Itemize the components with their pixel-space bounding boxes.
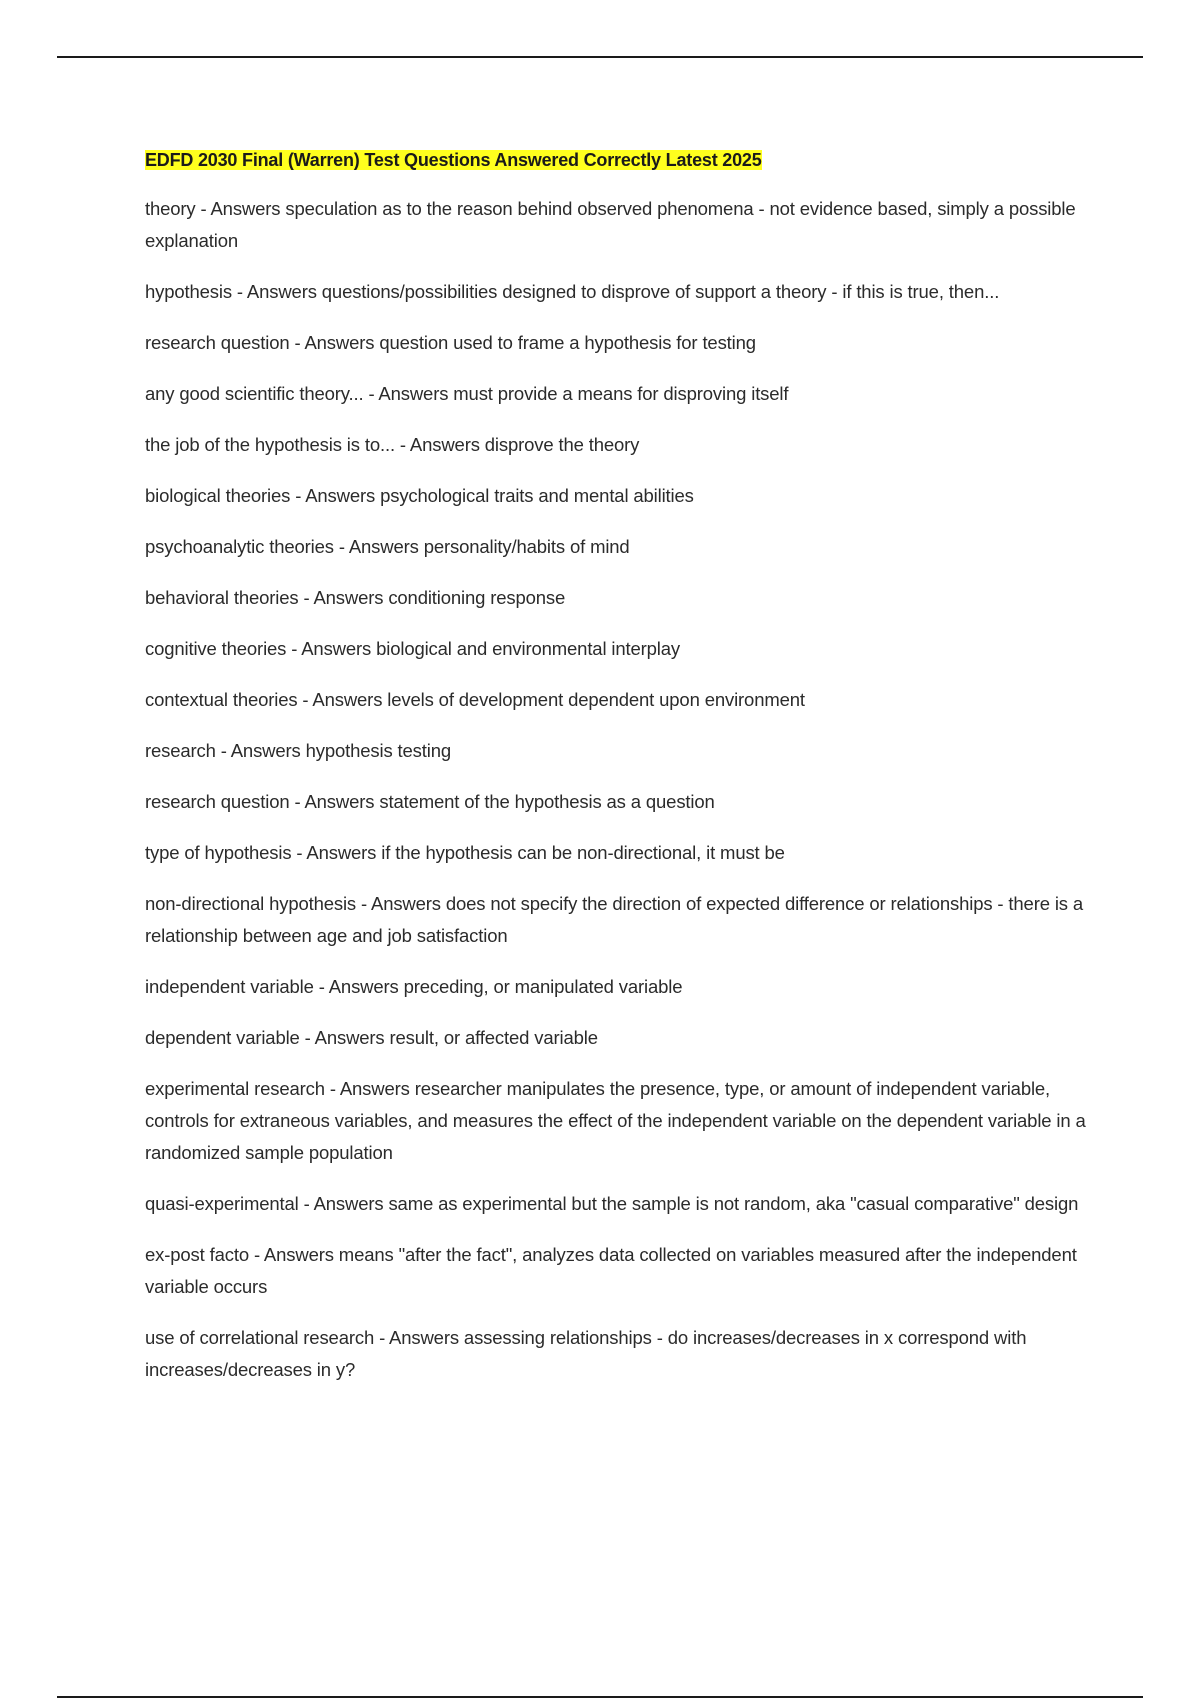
entry-ex-post-facto: ex-post facto - Answers means "after the fact", analyzes data collected on variables measured after the independent variable occurs: [145, 1244, 1077, 1297]
top-rule: [57, 56, 1143, 58]
document-body: [145, 144, 1095, 1405]
bottom-rule: [57, 1696, 1143, 1698]
entry-research: research - Answers hypothesis testing: [145, 740, 452, 761]
entry-quasi-experimental: quasi-experimental - Answers same as experimental but the sample is not random, aka "casual comparative" design: [145, 1193, 1079, 1214]
entry-research-question: research question - Answers question used to frame a hypothesis for testing: [145, 332, 756, 353]
entry-psychoanalytic-theories: psychoanalytic theories - Answers personality/habits of mind: [145, 536, 630, 557]
entry-cognitive-theories: cognitive theories - Answers biological and environmental interplay: [145, 638, 680, 659]
document-title: EDFD 2030 Final (Warren) Test Questions Answered Correctly Latest 2025: [145, 150, 762, 170]
title-wrap: [145, 144, 1095, 176]
entry-hypothesis: hypothesis - Answers questions/possibilities designed to disprove of support a theory - if this is true, then...: [145, 281, 1000, 302]
entry-research-question-2: research question - Answers statement of the hypothesis as a question: [145, 791, 715, 812]
entry-job-of-hypothesis: the job of the hypothesis is to... - Answers disprove the theory: [145, 434, 640, 455]
entry-dependent-variable: dependent variable - Answers result, or affected variable: [145, 1027, 598, 1048]
entry-non-directional-hypothesis: non-directional hypothesis - Answers does not specify the direction of expected difference or relationships - there is a relationship between age and job satisfaction: [145, 893, 1084, 946]
entry-good-scientific-theory: any good scientific theory... - Answers must provide a means for disproving itself: [145, 383, 789, 404]
entry-independent-variable: independent variable - Answers preceding, or manipulated variable: [145, 976, 683, 997]
entry-contextual-theories: contextual theories - Answers levels of development dependent upon environment: [145, 689, 805, 710]
entry-type-of-hypothesis: type of hypothesis - Answers if the hypothesis can be non-directional, it must be: [145, 842, 785, 863]
entry-behavioral-theories: behavioral theories - Answers conditioning response: [145, 587, 566, 608]
entry-correlational-research: use of correlational research - Answers assessing relationships - do increases/decreases in x correspond with increases/decreases in y?: [145, 1327, 1027, 1380]
entry-biological-theories: biological theories - Answers psychological traits and mental abilities: [145, 485, 694, 506]
entry-experimental-research: experimental research - Answers researcher manipulates the presence, type, or amount of independent variable, controls for extraneous variables, and measures the effect of the independent variable on the dependent variable in a randomized sample population: [145, 1078, 1086, 1163]
entry-theory: theory - Answers speculation as to the reason behind observed phenomena - not evidence based, simply a possible explanation: [145, 198, 1076, 251]
